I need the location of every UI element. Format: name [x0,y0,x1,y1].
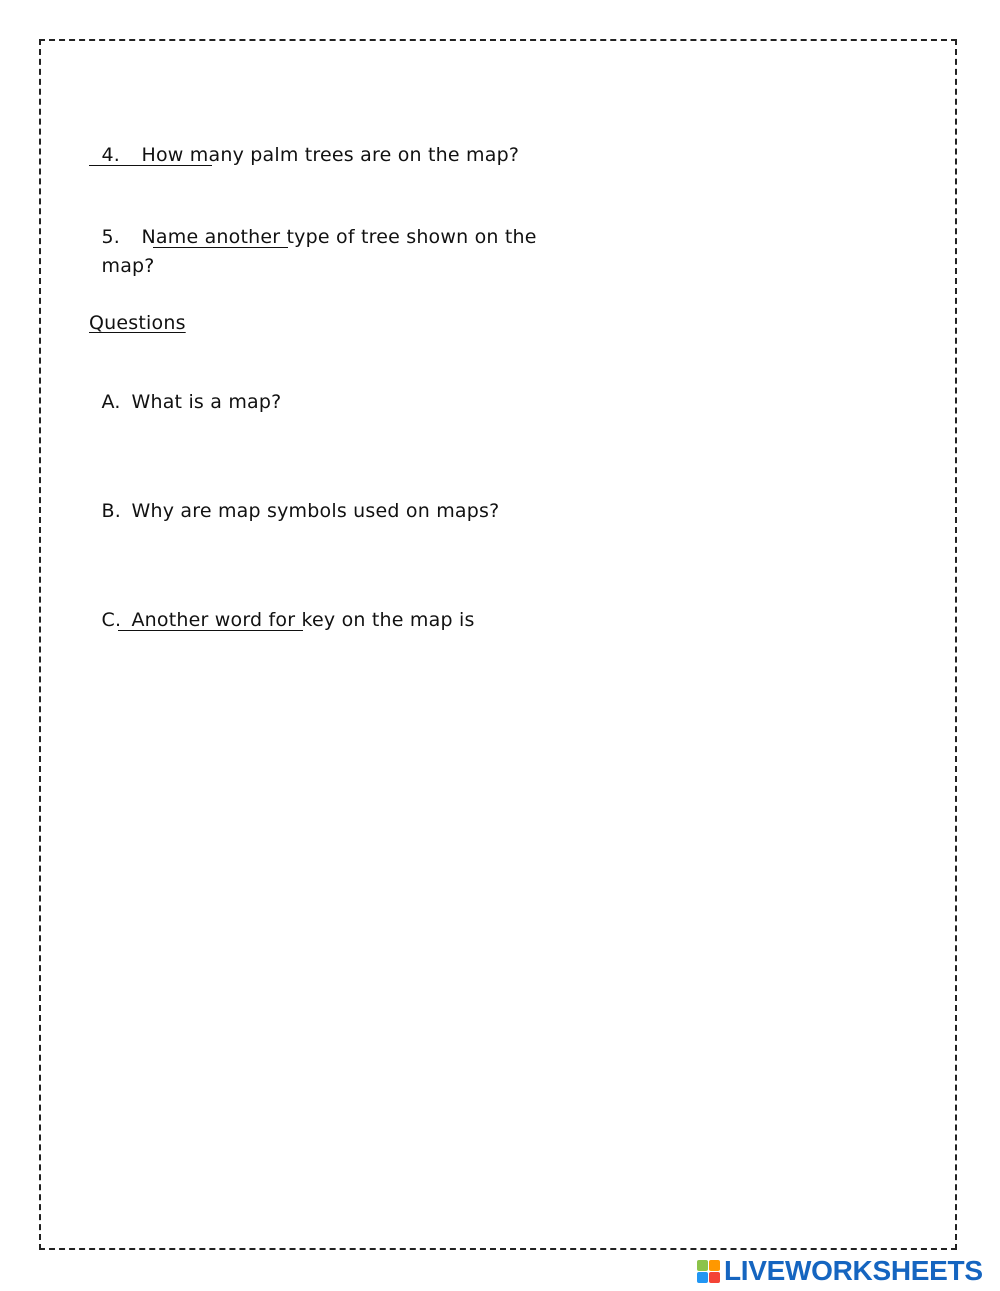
question-a-letter: A. [101,391,121,413]
liveworksheets-logo-text: LIVEWORKSHEETS [724,1255,983,1286]
question-5-text-line2: map? [101,255,155,277]
question-c [89,584,475,632]
question-b [89,475,499,523]
question-5-line2 [89,230,155,278]
question-c-letter: C. [101,609,122,631]
question-5 [89,201,537,249]
question-a [89,366,281,414]
question-5-answer-blank[interactable] [153,247,288,248]
liveworksheets-logo-icon [697,1260,720,1283]
question-a-text: What is a map? [131,391,282,413]
question-4 [89,119,519,167]
question-4-text: How many palm trees are on the map? [141,144,520,166]
question-b-text: Why are map symbols used on maps? [131,500,500,522]
question-4-number: 4. [101,144,121,166]
questions-heading: Questions [89,312,186,334]
question-c-answer-blank[interactable] [118,630,303,631]
question-4-answer-blank[interactable] [89,165,212,166]
question-b-letter: B. [101,500,121,522]
question-5-text-line1: Name another type of tree shown on the [141,226,537,248]
question-c-text: Another word for key on the map is [131,609,475,631]
question-5-number: 5. [101,226,121,248]
liveworksheets-brand [697,1256,983,1286]
